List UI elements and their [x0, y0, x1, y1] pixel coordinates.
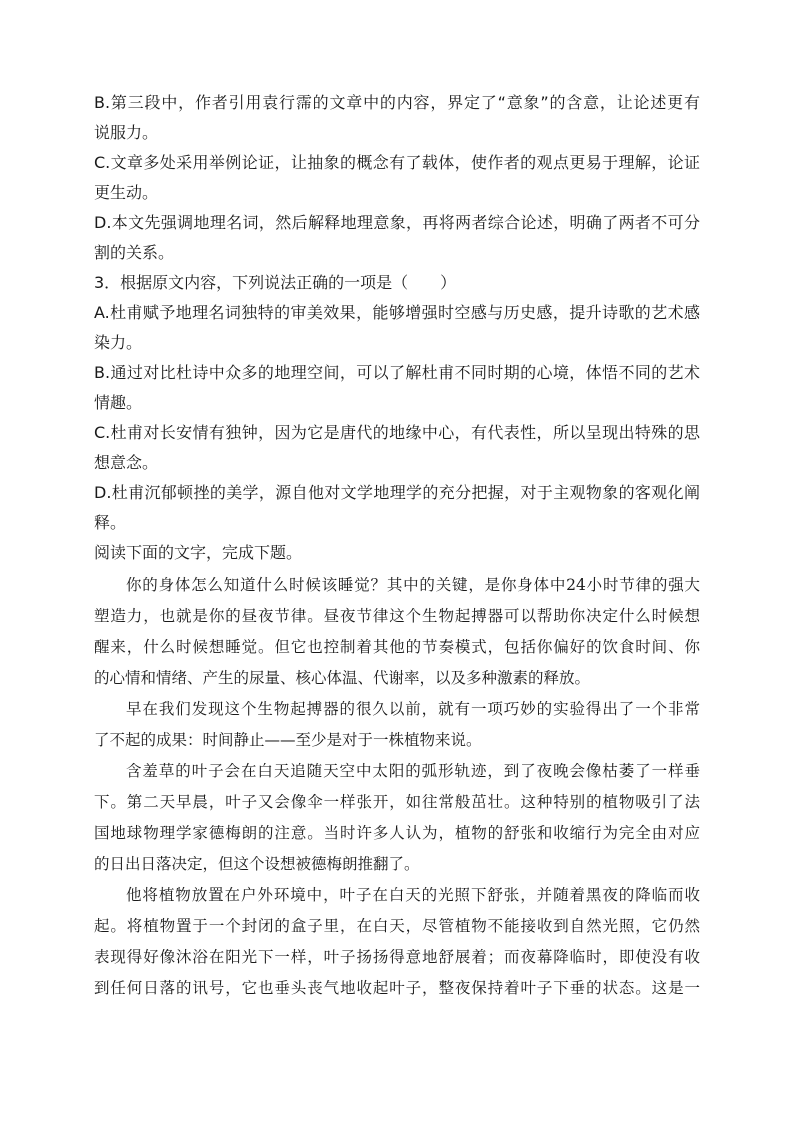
option-b-line-1: B.第三段中，作者引用袁行霈的文章中的内容，界定了“意象”的含意，让论述更有	[94, 93, 700, 112]
option-b	[94, 88, 700, 148]
paragraph-1-line-4: 的心情和情绪、产生的尿量、核心体温、代谢率，以及多种激素的释放。	[94, 669, 591, 687]
passage-paragraph-1	[94, 570, 700, 694]
option-c-line-1: C.文章多处采用举例论证，让抽象的概念有了载体，使作者的观点更易于理解，论证	[94, 153, 700, 172]
passage-paragraph-2	[94, 694, 700, 756]
paragraph-2-line-1: 早在我们发现这个生物起搏器的很久以前，就有一项巧妙的实验得出了一个非常	[126, 700, 700, 718]
option-c	[94, 148, 700, 208]
passage-paragraph-3	[94, 756, 700, 880]
paragraph-4-line-1: 他将植物放置在户外环境中，叶子在白天的光照下舒张，并随着黑夜的降临而收	[126, 886, 700, 904]
paragraph-4-line-3: 表现得好像沐浴在阳光下一样，叶子扬扬得意地舒展着；而夜幕降临时，即使没有收	[94, 948, 700, 966]
paragraph-3-line-4: 的日出日落决定，但这个设想被德梅朗推翻了。	[94, 855, 420, 873]
paragraph-3-line-1: 含羞草的叶子会在白天追随天空中太阳的弧形轨迹，到了夜晚会像枯萎了一样垂	[126, 762, 700, 780]
q3-option-c-line-1: C.杜甫对长安情有独钟，因为它是唐代的地缘中心，有代表性，所以呈现出特殊的思	[94, 423, 700, 442]
paragraph-3-line-2: 下。第二天早晨，叶子又会像伞一样张开，如往常般茁壮。这种特别的植物吸引了法	[94, 793, 700, 811]
option-d-line-1: D.本文先强调地理名词，然后解释地理意象，再将两者综合论述，明确了两者不可分	[94, 213, 700, 232]
question-2-options	[94, 88, 700, 268]
q3-option-a-line-2: 染力。	[94, 333, 143, 352]
reading-passage	[94, 570, 700, 1004]
question-3-stem: 3．根据原文内容，下列说法正确的一项是（ ）	[94, 273, 457, 292]
passage-paragraph-4	[94, 880, 700, 1004]
q3-option-d	[94, 478, 700, 538]
option-d	[94, 208, 700, 268]
document-page	[94, 88, 700, 1004]
q3-option-b-line-1: B.通过对比杜诗中众多的地理空间，可以了解杜甫不同时期的心境，体悟不同的艺术	[94, 363, 700, 382]
q3-option-b-line-2: 情趣。	[94, 393, 143, 412]
q3-option-d-line-2: 释。	[94, 513, 127, 532]
q3-option-c	[94, 418, 700, 478]
q3-option-b	[94, 358, 700, 418]
paragraph-4-line-2: 起。将植物置于一个封闭的盒子里，在白天，尽管植物不能接收到自然光照，它仍然	[94, 917, 700, 935]
paragraph-2-line-2: 了不起的成果：时间静止——至少是对于一株植物来说。	[94, 731, 482, 749]
option-b-line-2: 说服力。	[94, 123, 159, 142]
option-d-line-2: 割的关系。	[94, 243, 175, 262]
q3-option-d-line-1: D.杜甫沉郁顿挫的美学，源自他对文学地理学的充分把握，对于主观物象的客观化阐	[94, 483, 700, 502]
reading-instruction: 阅读下面的文字，完成下题。	[94, 543, 303, 562]
q3-option-c-line-2: 想意念。	[94, 453, 159, 472]
paragraph-3-line-3: 国地球物理学家德梅朗的注意。当时许多人认为，植物的舒张和收缩行为完全由对应	[94, 824, 700, 842]
option-c-line-2: 更生动。	[94, 183, 159, 202]
paragraph-1-line-1: 你的身体怎么知道什么时候该睡觉？其中的关键，是你身体中24小时节律的强大	[126, 576, 700, 594]
paragraph-4-line-4: 到任何日落的讯号，它也垂头丧气地收起叶子，整夜保持着叶子下垂的状态。这是一	[94, 979, 700, 997]
question-3	[94, 268, 700, 538]
paragraph-1-line-2: 塑造力，也就是你的昼夜节律。昼夜节律这个生物起搏器可以帮助你决定什么时候想	[94, 607, 700, 625]
q3-option-a	[94, 298, 700, 358]
q3-option-a-line-1: A.杜甫赋予地理名词独特的审美效果，能够增强时空感与历史感，提升诗歌的艺术感	[94, 303, 700, 322]
paragraph-1-line-3: 醒来，什么时候想睡觉。但它也控制着其他的节奏模式，包括你偏好的饮食时间、你	[94, 638, 700, 656]
